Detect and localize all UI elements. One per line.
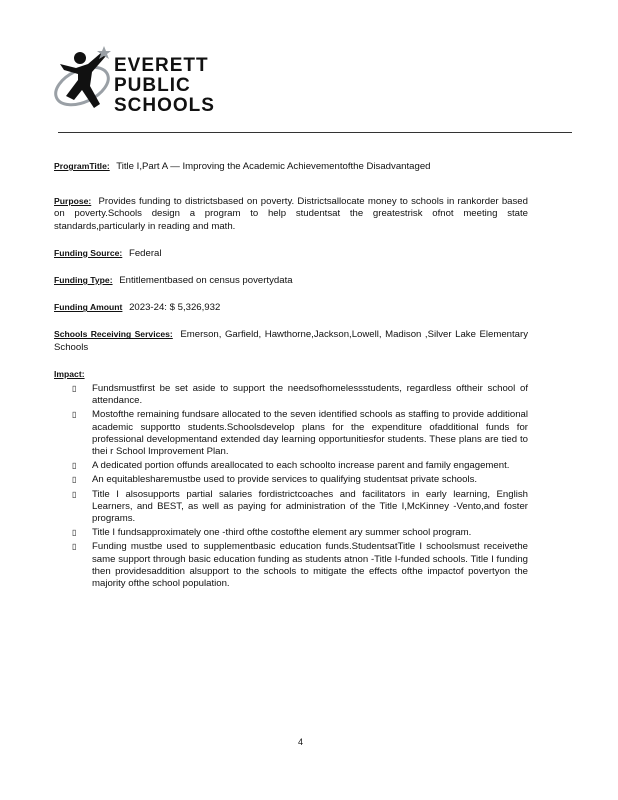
impact-list (54, 383, 528, 590)
logo-wordmark (114, 56, 215, 116)
list-item (54, 527, 528, 539)
funding-amount-field (54, 301, 528, 314)
list-item (54, 474, 528, 486)
list-item-text: Funding mustbe used to supplementbasic education funds.StudentsatTitle I schoolsmust receivethe same support through basic education funding as students atnon -Title I-funded schools. Title I funding then providesaddition alsupport to the schools to mitigate the effects ofthe impactof povertyon the majority ofthe school population. (92, 541, 528, 590)
program-title-label: ProgramTitle: (54, 161, 110, 171)
program-title-value: Title I,Part A — Improving the Academic Achievementofthe Disadvantaged (116, 161, 431, 172)
purpose-value: Provides funding to districtsbased on poverty. Districtsallocate money to schools in rankorder based on poverty.Schools design a program to help studentsat the greatestrisk ofnot meeting state standards,particularly in reading and math. (54, 196, 528, 232)
page-number: 4 (298, 737, 304, 747)
funding-source-field (54, 247, 528, 260)
funding-type-label: Funding Type: (54, 275, 113, 286)
funding-source-label: Funding Source: (54, 247, 123, 258)
bullet-icon: ▯ (72, 410, 77, 420)
bullet-icon: ▯ (72, 475, 77, 485)
bullet-icon: ▯ (72, 542, 77, 552)
bullet-icon: ▯ (72, 528, 77, 538)
funding-source-value: Federal (128, 247, 162, 259)
bullet-icon: ▯ (72, 384, 77, 394)
header-divider (58, 132, 572, 133)
impact-section (54, 368, 528, 590)
impact-heading (54, 368, 528, 381)
list-item-text: Mostofthe remaining fundsare allocated to the seven identified schools as staffing to provide additional academic supportto students.Schoolsdevelop plans for the expenditure ofadditional funds for professional developmentand extended day learning opportunitiesfor students. These plans are tied to thei r School Improvement Plan. (92, 409, 528, 458)
list-item-text: Title I alsosupports partial salaries fordistrictcoaches and facilitators in early learning, English Learners, and BEST, as well as paying for administration of the Title I,McKinney -Vento,and foster programs. (92, 488, 528, 525)
program-content (54, 160, 528, 592)
funding-type-value: Entitlementbased on census povertydata (119, 275, 293, 287)
schools-receiving-label: Schools Receiving Services: (54, 329, 173, 340)
list-item-text: Title I fundsapproximately one -third ofthe costofthe element ary summer school program. (92, 527, 472, 539)
funding-amount-label: Funding Amount (54, 302, 123, 313)
list-item (54, 541, 528, 590)
everett-public-schools-logo (52, 42, 227, 122)
purpose-field (54, 195, 528, 233)
bullet-icon: ▯ (72, 489, 77, 499)
list-item-text: A dedicated portion offunds areallocated to each schoolto increase parent and family engagement. (92, 460, 510, 472)
list-item-text: An equitablesharemustbe used to provide services to qualifying studentsat private schools. (92, 474, 478, 486)
list-item (54, 409, 528, 458)
impact-label: Impact: (54, 368, 85, 379)
purpose-label: Purpose: (54, 196, 92, 207)
schools-receiving-value: Emerson, Garfield, Hawthorne,Jackson,Lowell, Madison ,Silver Lake Elementary Schools (54, 329, 528, 353)
list-item (54, 460, 528, 472)
runner-star-icon (52, 42, 116, 118)
list-item (54, 383, 528, 407)
logo-line-1: EVERETT (114, 55, 209, 76)
logo-line-3: SCHOOLS (114, 95, 215, 116)
funding-type-field (54, 274, 528, 287)
logo-line-2: PUBLIC (114, 75, 191, 96)
funding-amount-value: 2023-24: $ 5,326,932 (129, 302, 221, 314)
list-item (54, 489, 528, 526)
bullet-icon: ▯ (72, 461, 77, 471)
schools-receiving-field (54, 328, 528, 353)
program-title-field (54, 160, 528, 173)
list-item-text: Fundsmustfirst be set aside to support the needsofhomelessstudents, regardless oftheir school of attendance. (92, 383, 528, 407)
